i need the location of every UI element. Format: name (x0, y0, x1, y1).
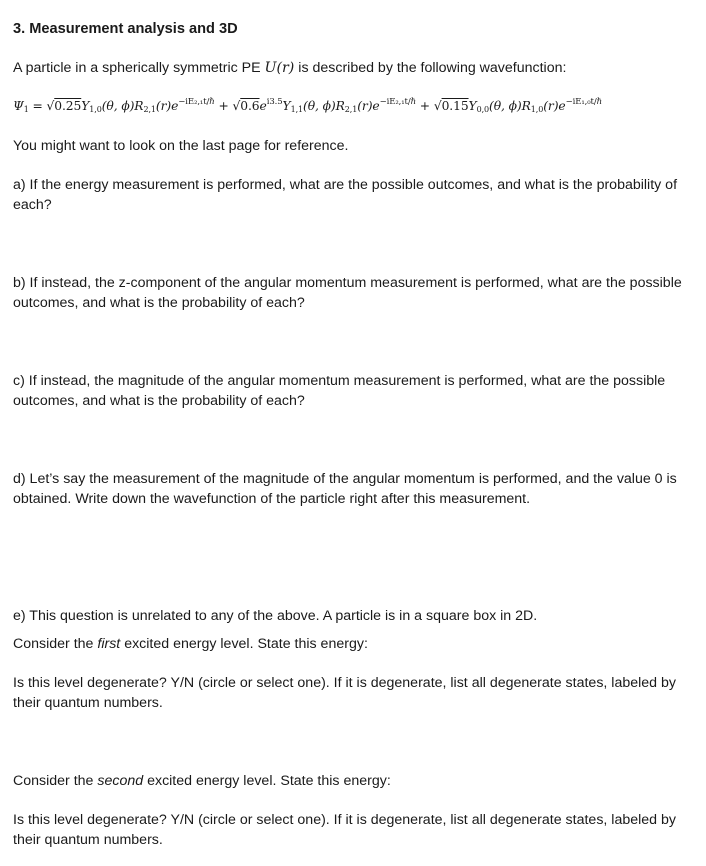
coefficient-1: 0.25 (54, 99, 82, 113)
second-excited-prompt (13, 772, 698, 792)
first-excited-text-b: excited energy level. State this energy: (120, 636, 368, 652)
intro-text-a: A particle in a spherically symmetric PE (13, 60, 265, 76)
question-d: d) Let’s say the measurement of the magnitude of the angular momentum is performed, and the value 0 is obtained. Write down the wavefunction of the particle right after this measurement. (13, 471, 677, 507)
term2-y-sub: 1,1 (290, 105, 304, 114)
term1-r-sub: 2,1 (143, 105, 156, 114)
term1-y-sub: 1,0 (89, 105, 102, 114)
term1-radial: (r)e (155, 99, 179, 113)
term3-r-sub: 1,0 (530, 105, 544, 114)
term2-e: e (259, 99, 267, 113)
term2-r-sub: 2,1 (344, 105, 358, 114)
question-c: c) If instead, the magnitude of the angular momentum measurement is performed, what are the possible outcomes, and what is the probability of each? (13, 373, 666, 409)
term1-exponent: −iE₂,₁t/ℏ (178, 97, 215, 107)
term3-y-sub: 0,0 (476, 105, 490, 114)
degenerate-question-1: Is this level degenerate? Y/N (circle or select one). If it is degenerate, list all degenerate states, labeled by their quantum numbers. (13, 675, 676, 711)
first-emphasis: first (97, 636, 121, 652)
term1-y: Y (81, 99, 90, 113)
term3-radial: (r)e (543, 99, 566, 113)
question-e: e) This question is unrelated to any of the above. A particle is in a square box in 2D. (13, 608, 538, 624)
plus-sign-2: + √ (416, 99, 442, 113)
term2-angles: (θ, ϕ)R (303, 99, 345, 113)
term1-angles: (θ, ϕ)R (101, 99, 144, 113)
second-emphasis: second (97, 773, 144, 789)
equals-sign: = √ (28, 99, 55, 113)
term3-exponent: −iE₁,₀t/ℏ (565, 97, 602, 107)
term2-radial: (r)e (357, 99, 380, 113)
potential-symbol: U(r) (264, 60, 295, 76)
question-a: a) If the energy measurement is performed, what are the possible outcomes, and what is the probability of each? (13, 177, 678, 213)
intro-paragraph (13, 59, 698, 79)
term3-y: Y (468, 99, 477, 113)
question-b: b) If instead, the z-component of the angular momentum measurement is performed, what are the possible outcomes, and what is the probability of each? (13, 275, 682, 311)
coefficient-2: 0.6 (240, 99, 260, 113)
term3-angles: (θ, ϕ)R (489, 99, 531, 113)
term2-exponent: −iE₂,₁t/ℏ (379, 97, 416, 107)
section-title: 3. Measurement analysis and 3D (13, 21, 238, 37)
degenerate-question-2: Is this level degenerate? Y/N (circle or select one). If it is degenerate, list all degenerate states, labeled by their quantum numbers. (13, 812, 676, 848)
psi-subscript: 1 (23, 105, 29, 114)
reference-note: You might want to look on the last page for reference. (13, 138, 349, 154)
second-excited-text-a: Consider the (13, 773, 98, 789)
intro-text-b: is described by the following wavefunction: (294, 60, 567, 76)
term2-y: Y (282, 99, 291, 113)
plus-sign-1: + √ (214, 99, 241, 113)
first-excited-text-a: Consider the (13, 636, 98, 652)
wavefunction-equation (13, 97, 602, 114)
first-excited-prompt (13, 635, 698, 655)
second-excited-text-b: excited energy level. State this energy: (143, 773, 391, 789)
term2-phase: i3.5 (266, 97, 283, 107)
coefficient-3: 0.15 (441, 99, 469, 113)
psi-symbol: Ψ (13, 99, 24, 113)
